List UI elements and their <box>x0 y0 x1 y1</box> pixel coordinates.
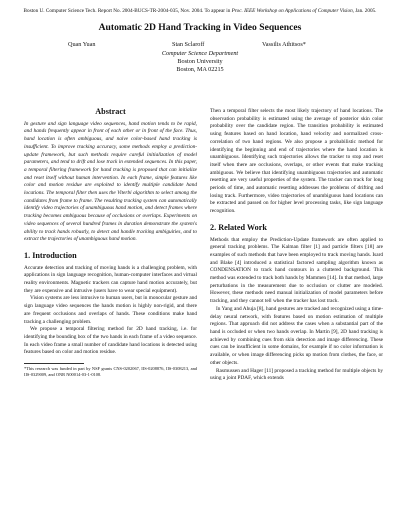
author-1: Quan Yuan <box>68 41 96 48</box>
intro-heading: 1. Introduction <box>24 250 77 260</box>
related-paragraph-1: Methods that employ the Prediction-Update framework are often applied to general tracking problems. The Kalman filter [1] and particle filters [18] are examples of such methods that have been employed to track moving hands. Isard and Blake [4] introduced a statistical factored sampling algorithm known as CONDENSATION to track hand contours in a cluttered background. This method was extended to track both hands by Mammen [14]. In that method, large perturbations in the measurement due to occlusion or clutter are modeled. However, these methods need manual initialization of model parameters before tracking, and they cannot tell when the tracker has lost track. <box>210 236 383 305</box>
intro-paragraph-1: Accurate detection and tracking of moving hands is a challenging problem, with applications in sign language recognition, human-computer interfaces and virtual reality environments. Magnetic trackers can capture hand motion accurately, but they are expensive and intrusive (users have to wear special equipment). <box>24 264 197 294</box>
report-header-note <box>20 8 380 14</box>
venue: Proc. IEEE Workshop on Applications of Computer Vision <box>231 8 353 14</box>
paper-title: Automatic 2D Hand Tracking in Video Sequences <box>98 22 302 33</box>
affiliation-univ: Boston University <box>177 58 223 65</box>
affiliation <box>20 50 380 74</box>
left-column <box>24 108 197 377</box>
report-line: Boston U. Computer Science Tech. Report No. 2004-BUCS-TR-2004-035, Nov. 2004. To appear in <box>23 8 231 14</box>
intro-paragraph-3: We propose a temporal filtering method for 2D hand tracking, i.e. for identifying the bounding box of the two hands in each frame of a video sequence. In each video frame a small number of candidate hand locations is detected using features based on color and motion residue. <box>24 326 197 356</box>
intro-paragraph-2: Vision systems are less intrusive to human users, but in monocular gesture and sign language video sequences the hands motion is highly non-rigid, and there are frequent occlusions and overlaps of hands. These conditions make hand tracking a challenging problem. <box>24 295 197 325</box>
venue-year: , Jan. 2005. <box>352 8 377 14</box>
related-paragraph-2: In Yang and Ahuja [8], hand gestures are tracked and recognized using a time-delay neural network, with features based on motion estimation of multiple regions. That approach did not address the cases when a substantial part of the hand is occluded or when two hands overlap. In Martin [9], 2D hand tracking is achieved by combining cues from skin detection and image differencing. These cues can be insufficient in some domains, for example if no color information is available, or when image differencing picks up motion from clothes, the face, or other objects. <box>210 305 383 366</box>
footnote: *This research was funded in part by NSF grants CNS-0202067, IIS-0208876, IIS-0308213, and IIS-0329009, and ONR N00014-03-1-0108. <box>24 366 197 377</box>
footnote-rule <box>24 363 84 364</box>
right-column <box>210 108 383 383</box>
related-paragraph-3: Rasmussen and Hager [11] proposed a tracking method for multiple objects by using a joint PDAF, which extends <box>210 367 383 382</box>
abstract-heading: Abstract <box>95 107 126 116</box>
author-2: Stan Sclaroff <box>172 41 205 48</box>
related-work-heading: 2. Related Work <box>210 222 267 232</box>
abstract-text: In gesture and sign language video sequences, hand motion tends to be rapid, and hands frequently appear in front of each other or in front of the face. Thus, hand location is often ambiguous, and naive color-based hand tracking is insufficient. To improve tracking accuracy, some methods employ a prediction-update framework, but such methods require careful initialization of model parameters, and tend to drift and lose track in extended sequences. In this paper, a temporal filtering framework for hand tracking is proposed that can initialize and reset itself without human intervention. In each frame, simple features like color and motion residue are exploited to identify multiple candidate hand locations. The temporal filter then uses the Viterbi algorithm to select among the candidates from frame to frame. The resulting tracking system can automatically identify video trajectories of unambiguous hand motion, and detect frames where tracking becomes ambiguous because of occlusions or overlaps. Experiments on video sequences of several hundred frames in duration demonstrate the system's ability to track hands robustly, to detect and handle tracking ambiguities, and to extract the trajectories of unambiguous hand motion. <box>24 120 197 243</box>
affiliation-city: Boston, MA 02215 <box>176 66 224 73</box>
intro-continued-paragraph: Then a temporal filter selects the most likely trajectory of hand locations. The observation probability is estimated using the average of posterior skin color probability over the candidate region. The transition probability is estimated using features based on hand location, hand velocity and normalized cross-correlation of two hand regions. We also propose a probabilistic method for identifying the beginning and end of trajectories where the hand location is unambiguous. Identifying such trajectories allows the tracker to stop and reset itself when there are occlusions, overlaps, or other events that make tracking ambiguous. We believe that identifying unambiguous trajectories and automatic resetting are very useful properties of the system. The tracker can track for long periods of time, and automatic resetting addresses the problems of drifting and losing track. Furthermore, video trajectories of unambiguous hand locations can be extracted and passed on for higher level processing tasks, like sign language recognition. <box>210 108 383 215</box>
affiliation-dept: Computer Science Department <box>161 50 239 57</box>
author-3: Vassilis Athitsos* <box>262 41 306 48</box>
